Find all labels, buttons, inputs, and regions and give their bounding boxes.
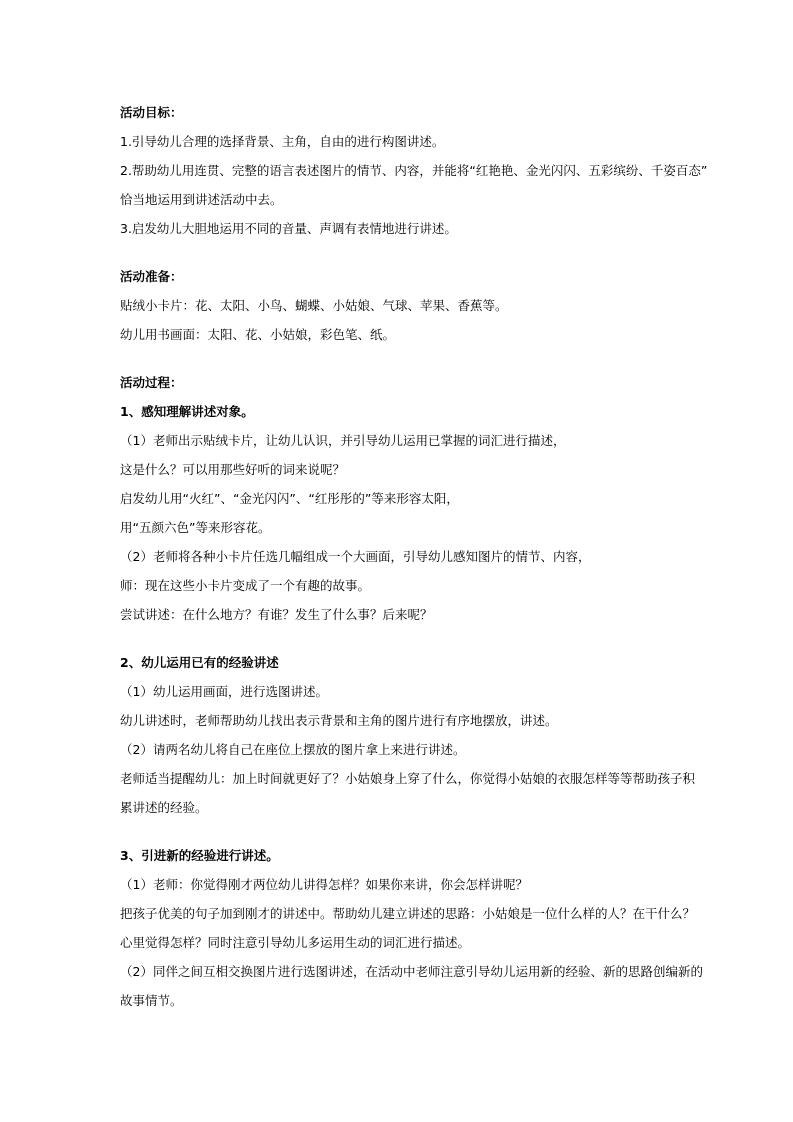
section-gap [120,629,680,648]
step-2-title: 2、幼儿运用已有的经验讲述 [120,655,279,670]
goal-item-2: 2.帮助幼儿用连贯、完整的语言表述图片的情节、内容，并能将“红艳艳、金光闪闪、五彩缤纷、千姿百态” [120,163,708,178]
process-heading: 活动过程： [120,375,183,390]
prep-item-1: 贴绒小卡片：花、太阳、小鸟、蝴蝶、小姑娘、气球、苹果、香蕉等。 [120,298,508,313]
section-gap [120,349,680,368]
step-1-line-5: （2）老师将各种小卡片任选几幅组成一个大画面，引导幼儿感知图片的情节、内容， [120,549,591,564]
step-3-line-5: 故事情节。 [120,993,183,1008]
step-3-line-2: 把孩子优美的句子加到刚才的讲述中。帮助幼儿建立讲述的思路：小姑娘是一位什么样的人？在干什么？ [120,906,696,921]
step-1-line-3: 启发幼儿用“火红”、“金光闪闪”、“红彤彤的”等来形容太阳， [120,491,459,506]
step-1-line-7: 尝试讲述：在什么地方？有谁？发生了什么事？后来呢？ [120,607,433,622]
step-3-line-1: （1）老师：你觉得刚才两位幼儿讲得怎样？如果你来讲，你会怎样讲呢？ [120,877,528,892]
step-3-title: 3、引进新的经验进行讲述。 [120,848,279,863]
step-3-line-3: 心里觉得怎样？同时注意引导幼儿多运用生动的词汇进行描述。 [120,935,471,950]
section-gap [120,822,680,841]
step-1-line-6: 师：现在这些小卡片变成了一个有趣的故事。 [120,578,371,593]
goal-item-1: 1.引导幼儿合理的选择背景、主角，自由的进行构图讲述。 [120,134,445,149]
step-2-line-2: 幼儿讲述时，老师帮助幼儿找出表示背景和主角的图片进行有序地摆放，讲述。 [120,713,558,728]
goal-item-3: 3.启发幼儿大胆地运用不同的音量、声调有表情地进行讲述。 [120,221,457,236]
step-1-line-2: 这是什么？可以用那些好听的词来说呢？ [120,462,346,477]
prep-item-2: 幼儿用书画面：太阳、花、小姑娘，彩色笔、纸。 [120,327,396,342]
section-gap [120,243,680,262]
step-1-line-4: 用“五颜六色”等来形容花。 [120,520,271,535]
goal-item-2-cont: 恰当地运用到讲述活动中去。 [120,192,283,207]
document-content [120,98,708,1015]
prep-heading: 活动准备： [120,269,183,284]
step-2-line-4: 老师适当提醒幼儿：加上时间就更好了？小姑娘身上穿了什么，你觉得小姑娘的衣服怎样等等帮助孩子积 [120,771,696,786]
step-2-line-5: 累讲述的经验。 [120,800,208,815]
step-2-line-3: （2）请两名幼儿将自己在座位上摆放的图片拿上来进行讲述。 [120,742,466,757]
step-2-line-1: （1）幼儿运用画面，进行选图讲述。 [120,684,328,699]
step-3-line-4: （2）同伴之间互相交换图片进行选图讲述，在活动中老师注意引导幼儿运用新的经验、新的思路创编新的 [120,964,703,979]
goals-heading: 活动目标： [120,105,183,120]
step-1-title: 1、感知理解讲述对象。 [120,404,254,419]
step-1-line-1: （1）老师出示贴绒卡片，让幼儿认识，并引导幼儿运用已掌握的词汇进行描述， [120,433,566,448]
